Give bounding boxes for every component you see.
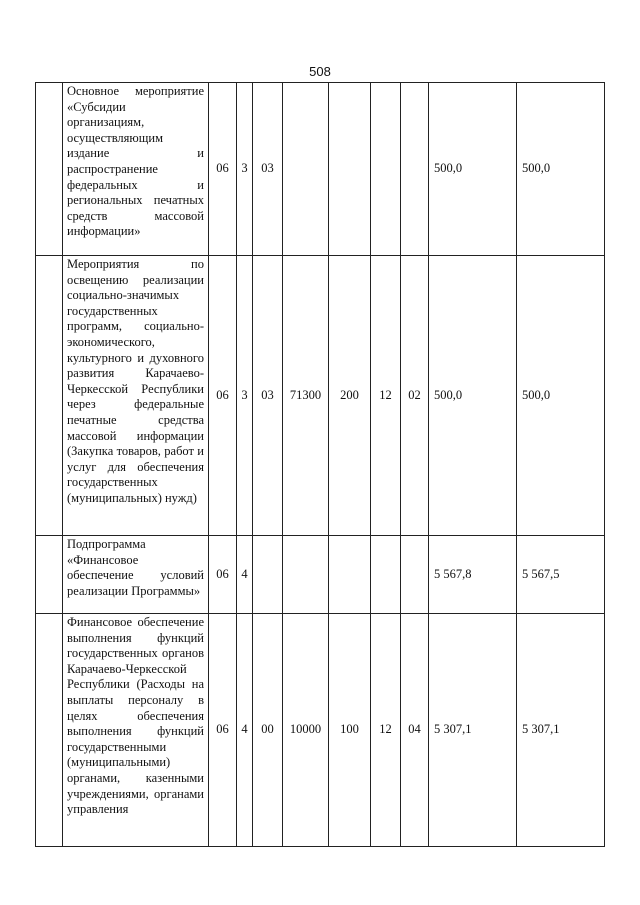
amount-2: 5 567,5 [517,536,605,614]
amount-1: 500,0 [429,256,517,536]
amount-1: 5 307,1 [429,614,517,847]
row-name: Мероприятия по освещению реализации социально-значимых государственных программ, социально-экономического, культурного и духовного развития Карачаево-Черкесской Республики через федеральные печатные средства массовой информации (Закупка товаров, работ и услуг для обеспечения государственных (муниципальных) нужд) [63,256,209,536]
code-subchapter: 04 [401,614,429,847]
row-index-cell [36,256,63,536]
row-name: Основное мероприятие «Субсидии организациям, осуществляющим издание и распространение федеральных и региональных печатных средств массовой информации» [63,83,209,256]
row-index-cell [36,83,63,256]
amount-2: 500,0 [517,256,605,536]
code-section: 06 [209,83,237,256]
amount-2: 500,0 [517,83,605,256]
table-row [36,256,605,536]
table-row [36,536,605,614]
code-chapter [371,536,401,614]
amount-1: 500,0 [429,83,517,256]
amount-1: 5 567,8 [429,536,517,614]
amount-2: 5 307,1 [517,614,605,847]
code-expense-type [329,536,371,614]
code-subchapter [401,536,429,614]
page-number: 508 [309,64,331,79]
budget-table [35,82,605,847]
code-direction [283,536,329,614]
code-activity [253,536,283,614]
code-subprogram: 4 [237,536,253,614]
table-row [36,614,605,847]
code-section: 06 [209,256,237,536]
table-row [36,83,605,256]
code-activity: 00 [253,614,283,847]
row-name: Финансовое обеспечение выполнения функций государственных органов Карачаево-Черкесской Республики (Расходы на выплаты персоналу в целях обеспечения выполнения функций государственными (муниципальными) органами, казенными учреждениями, органами управления [63,614,209,847]
row-index-cell [36,614,63,847]
code-chapter [371,83,401,256]
code-subchapter: 02 [401,256,429,536]
code-chapter: 12 [371,614,401,847]
row-index-cell [36,536,63,614]
code-expense-type [329,83,371,256]
row-name: Подпрограмма «Финансовое обеспечение условий реализации Программы» [63,536,209,614]
code-activity: 03 [253,256,283,536]
code-activity: 03 [253,83,283,256]
code-section: 06 [209,536,237,614]
code-expense-type: 200 [329,256,371,536]
code-direction: 10000 [283,614,329,847]
code-chapter: 12 [371,256,401,536]
code-section: 06 [209,614,237,847]
code-direction [283,83,329,256]
code-subprogram: 3 [237,256,253,536]
code-subprogram: 4 [237,614,253,847]
code-expense-type: 100 [329,614,371,847]
code-subchapter [401,83,429,256]
code-direction: 71300 [283,256,329,536]
code-subprogram: 3 [237,83,253,256]
